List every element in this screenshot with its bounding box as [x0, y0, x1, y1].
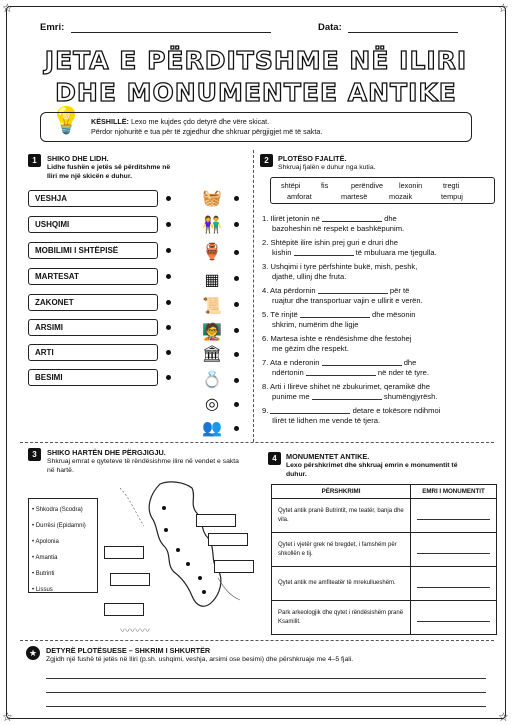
map-label-box[interactable]	[104, 546, 144, 559]
city-legend	[28, 498, 98, 593]
bank-word: tempuj	[441, 192, 463, 201]
table-header: EMRI I MONUMENTIT	[411, 485, 497, 499]
match-dot[interactable]	[234, 402, 239, 407]
star-icon: ★	[26, 646, 40, 660]
answer-blank[interactable]	[300, 310, 370, 318]
date-field[interactable]	[318, 22, 458, 33]
sentence-6: 6. Martesa ishte e rëndësishme dhe festohej me gëzim dhe respekt.	[262, 334, 412, 354]
bank-word: lexonin	[399, 181, 423, 190]
match-word[interactable]: BESIMI	[28, 369, 158, 386]
sentence-7: 7. Ata e nderonin dhe ndërtonin në nder të tyre.	[262, 358, 429, 378]
match-word[interactable]: MARTESAT	[28, 268, 158, 285]
table-header: PËRSHKRIMI	[272, 485, 411, 499]
sentence-5: 5. Të rinjtë dhe mësonin shkrim, numërim dhe ligje	[262, 310, 416, 330]
title-line-2: DHE MONUMENTEE ANTIKE	[55, 78, 457, 107]
basket-icon: 🧺	[202, 190, 222, 207]
bank-word: mozaik	[389, 192, 413, 201]
map-label-box[interactable]	[110, 573, 150, 586]
match-dot[interactable]	[166, 196, 171, 201]
match-dot[interactable]	[166, 375, 171, 380]
section4-instructions: Lexo përshkrimet dhe shkruaj emrin e monumentit të duhur.	[286, 462, 458, 478]
bank-word: perëndive	[351, 181, 384, 190]
match-dot[interactable]	[234, 302, 239, 307]
match-word[interactable]: USHQIMI	[28, 216, 158, 233]
table-row: Park arkeologjik dhe qytet i rëndësishëm pranë Ksamilit.	[272, 601, 497, 635]
section5-instructions: Zgjidh një fushë të jetës në Iliri (p.sh. ushqimi, veshja, arsimi ose besimi) dhe përshkruaje me 4–5 fjali.	[46, 656, 354, 663]
teacher-icon: 🧑‍🏫	[202, 324, 222, 341]
name-label: Emri:	[40, 22, 65, 33]
writing-line[interactable]	[46, 678, 486, 679]
section-number: 2	[260, 154, 273, 167]
star-icon: ☆	[2, 710, 13, 724]
answer-blank[interactable]	[322, 214, 382, 222]
answer-cell[interactable]	[411, 499, 497, 533]
match-dot[interactable]	[166, 222, 171, 227]
section-number: 1	[28, 154, 41, 167]
answer-blank[interactable]	[312, 392, 382, 400]
bank-word: amforat	[287, 192, 312, 201]
section-number: 4	[268, 452, 281, 465]
loom-icon: ▦	[204, 272, 220, 289]
match-dot[interactable]	[234, 426, 239, 431]
match-dot[interactable]	[166, 350, 171, 355]
writing-line[interactable]	[46, 706, 486, 707]
map-label-box[interactable]	[196, 514, 236, 527]
section-number: 3	[28, 448, 41, 461]
answer-blank[interactable]	[294, 248, 354, 256]
answer-cell[interactable]	[411, 567, 497, 601]
city-item: • Durrësi (Epidamni)	[32, 523, 86, 529]
waves-icon: 〰〰〰	[120, 626, 150, 637]
match-word[interactable]: MOBILIMI I SHTËPISË	[28, 242, 158, 259]
match-dot[interactable]	[166, 300, 171, 305]
match-dot[interactable]	[166, 274, 171, 279]
bank-word: shtëpi	[281, 181, 301, 190]
answer-blank[interactable]	[322, 358, 402, 366]
sentence-2: 2. Shtëpitë ilire ishin prej guri e druri dhe kishin të mbuluara me tjegulla.	[262, 238, 437, 258]
map-label-box[interactable]	[104, 603, 144, 616]
title-line-1: JETA E PËRDITSHME NË ILIRI	[44, 46, 468, 75]
star-icon: ☆	[2, 1, 13, 15]
vertical-divider	[253, 150, 254, 442]
date-label: Data:	[318, 22, 342, 33]
answer-cell[interactable]	[411, 601, 497, 635]
match-dot[interactable]	[166, 325, 171, 330]
city-item: • Butrinti	[32, 571, 55, 577]
section4-title: MONUMENTET ANTIKE.	[286, 452, 370, 461]
horizontal-divider	[20, 442, 494, 443]
table-row: Qytet antik me amfiteatër të mrekullueshëm.	[272, 567, 497, 601]
tip-label: KËSHILLË:	[91, 117, 129, 126]
monuments-table	[271, 484, 497, 635]
table-row: Qytet i vjetër grek në bregdet, i famshëm për shkollën e tij.	[272, 533, 497, 567]
answer-blank[interactable]	[270, 406, 350, 414]
wreath-icon: ◎	[205, 396, 219, 413]
sentence-8: 8. Arti i Ilirëve shihet në zbukurimet, qeramikë dhe punime me shumëngjyrësh.	[262, 382, 438, 402]
bank-word: tregti	[443, 181, 460, 190]
star-icon: ☆	[498, 710, 509, 724]
match-word[interactable]: ARSIMI	[28, 319, 158, 336]
match-dot[interactable]	[234, 250, 239, 255]
section2-instructions: Shkruaj fjalën e duhur nga kutia.	[278, 164, 376, 171]
temple-icon: 🏛	[201, 346, 223, 363]
scroll-icon: 📜	[202, 298, 222, 315]
match-word[interactable]: VESHJA	[28, 190, 158, 207]
rings-icon: 💍	[202, 372, 222, 389]
bank-word: fis	[321, 181, 329, 190]
answer-blank[interactable]	[318, 286, 388, 294]
horizontal-divider	[20, 640, 494, 641]
sentence-3: 3. Ushqimi i tyre përfshinte bukë, mish, peshk, djathë, ullinj dhe fruta.	[262, 262, 418, 282]
city-item: • Apolonia	[32, 539, 59, 545]
map-label-box[interactable]	[208, 533, 248, 546]
lightbulb-icon: 💡	[50, 105, 83, 135]
sentence-9: 9. detare e tokësore ndihmoi Ilirët të lidhen me vende të tjera.	[262, 406, 441, 426]
match-dot[interactable]	[234, 276, 239, 281]
word-bank	[270, 177, 495, 204]
section3-title: SHIKO HARTËN DHE PËRGJIGJU.	[47, 448, 166, 457]
city-item: • Shkodra (Scodra)	[32, 507, 83, 513]
writing-line[interactable]	[46, 692, 486, 693]
bank-word: martesë	[341, 192, 368, 201]
city-item: • Amantia	[32, 555, 58, 561]
sentence-4: 4. Ata përdornin për të ruajtur dhe transportuar vajin e ullirit e verën.	[262, 286, 423, 306]
section3-instructions: Shkruaj emrat e qyteteve të rëndësishme ilire në vendet e sakta në hartë.	[47, 458, 239, 474]
match-word[interactable]: ARTI	[28, 344, 158, 361]
couple-icon: 👫	[202, 217, 222, 234]
match-word[interactable]: ZAKONET	[28, 294, 158, 311]
match-dot[interactable]	[234, 196, 239, 201]
match-dot[interactable]	[234, 328, 239, 333]
star-icon: ☆	[498, 1, 509, 15]
match-dot[interactable]	[234, 222, 239, 227]
match-dot[interactable]	[234, 352, 239, 357]
table-row: Qytet antik pranë Butrintit, me teatër, banja dhe vila.	[272, 499, 497, 533]
section5-title: DETYRË PLOTËSUESE – SHKRIM I SHKURTËR	[46, 646, 211, 655]
people-icon: 👥	[202, 420, 222, 437]
name-field[interactable]	[40, 22, 271, 33]
city-item: • Lissus	[32, 587, 53, 593]
section1-instructions: Lidhe fushën e jetës së përditshme në Iliri me një skicën e duhur.	[47, 164, 171, 180]
vase-icon: 🏺	[202, 244, 222, 261]
map-label-box[interactable]	[214, 560, 254, 573]
section1-title: SHIKO DHE LIDH.	[47, 154, 109, 163]
match-dot[interactable]	[234, 378, 239, 383]
section2-title: PLOTËSO FJALITË.	[278, 154, 347, 163]
sentence-1: 1. Ilirët jetonin në dhe bazoheshin në respekt e bashkëpunim.	[262, 214, 405, 234]
answer-cell[interactable]	[411, 533, 497, 567]
answer-blank[interactable]	[306, 368, 376, 376]
match-dot[interactable]	[166, 248, 171, 253]
tip-box: KËSHILLË: Lexo me kujdes çdo detyrë dhe vëre skicat. Përdor njohuritë e tua për të zgjedhur dhe shkruar përgjigjet më të sakta.	[40, 112, 472, 142]
